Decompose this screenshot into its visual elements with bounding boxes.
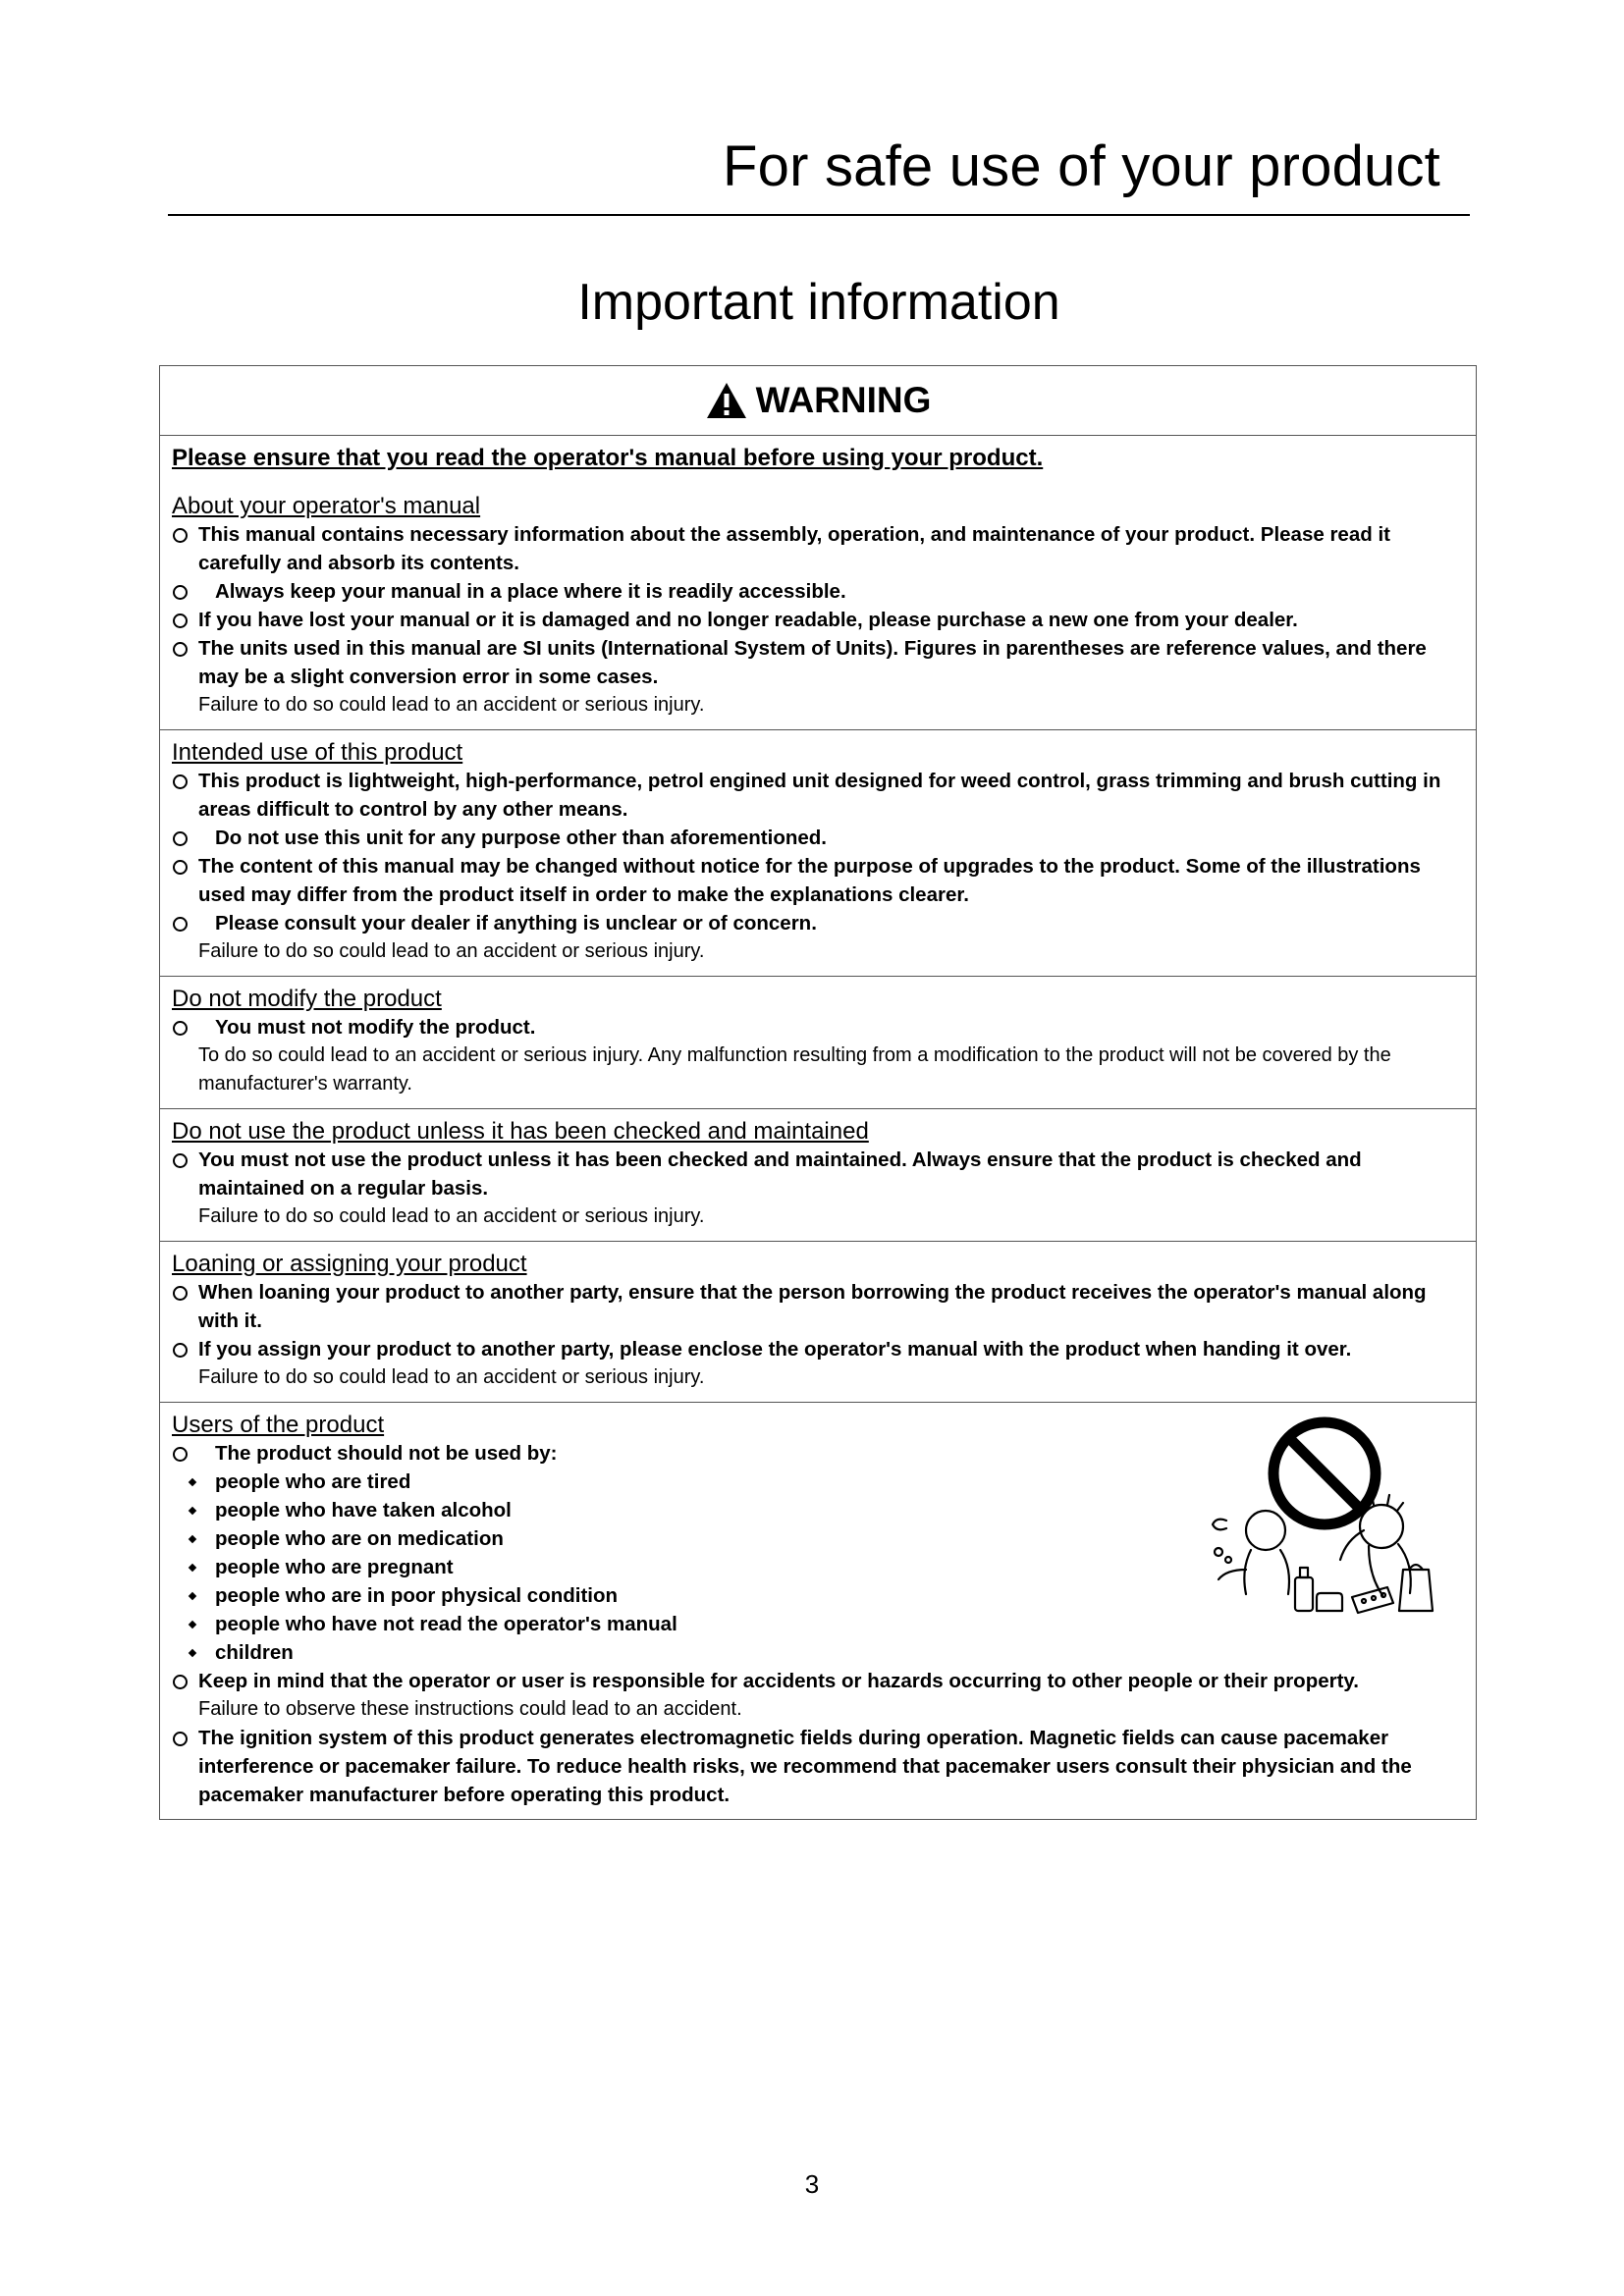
section-subtitle: Important information (577, 274, 1060, 331)
list-item: Always keep your manual in a place where it is readily accessible. (172, 577, 1466, 606)
section-title: Do not modify the product (172, 986, 442, 1012)
section-do-not-modify (160, 977, 1476, 1109)
section-note: Failure to observe these instructions could lead to an accident. (198, 1698, 742, 1720)
list-item: The content of this manual may be changed without notice for the purpose of upgrades to the product. Some of the illustrations used may differ from the product itself in order to make the explanations clearer. (172, 852, 1466, 909)
list-item: If you assign your product to another party, please enclose the operator's manual with the product when handing it over. (172, 1335, 1466, 1363)
list-item: This manual contains necessary information about the assembly, operation, and maintenance of your product. Please read it carefully and absorb its contents. (172, 520, 1466, 577)
list-item: You must not use the product unless it has been checked and maintained. Always ensure that the product is checked and maintained on a regular basis. (172, 1146, 1466, 1202)
sub-list-item: people who are on medication (180, 1524, 1466, 1553)
section-users (160, 1403, 1476, 1819)
section-about-manual (160, 436, 1476, 730)
section-checked-maintained (160, 1109, 1476, 1242)
list-item: The product should not be used by: (172, 1439, 1466, 1468)
list-item: This product is lightweight, high-performance, petrol engined unit designed for weed control, grass trimming and brush cutting in areas difficult to control by any other means. (172, 767, 1466, 824)
sub-list-item: people who are tired (180, 1468, 1466, 1496)
section-note: Failure to do so could lead to an accident or serious injury. (198, 940, 705, 962)
section-title: Intended use of this product (172, 739, 463, 766)
section-loaning (160, 1242, 1476, 1403)
intro-line: Please ensure that you read the operator's manual before using your product. (172, 445, 1044, 471)
section-title: Do not use the product unless it has been checked and maintained (172, 1118, 869, 1145)
warning-box (159, 365, 1477, 1820)
warning-header (160, 366, 1476, 436)
list-item: You must not modify the product. (172, 1013, 1466, 1041)
list-item: The ignition system of this product generates electromagnetic fields during operation. Magnetic fields can cause pacemaker interference or pacemaker failure. To reduce health risks, we recommend that pacemaker users consult their physician and the pacemaker manufacturer before operating this product. (172, 1724, 1466, 1809)
list-item: The units used in this manual are SI units (International System of Units). Figures in parentheses are reference values, and there may be a slight conversion error in some cases. (172, 634, 1466, 691)
list-item: Keep in mind that the operator or user is responsible for accidents or hazards occurring to other people or their property. (172, 1667, 1466, 1695)
list-item: When loaning your product to another party, ensure that the person borrowing the product receives the operator's manual along with it. (172, 1278, 1466, 1335)
warning-triangle-icon (705, 381, 748, 420)
section-note: Failure to do so could lead to an accident or serious injury. (198, 1205, 705, 1227)
section-title: About your operator's manual (172, 493, 481, 519)
list-item: Do not use this unit for any purpose other than aforementioned. (172, 824, 1466, 852)
page-title: For safe use of your product (723, 134, 1440, 198)
page-header (168, 126, 1470, 216)
section-title: Users of the product (172, 1412, 385, 1438)
sub-list-item: people who are in poor physical condition (180, 1581, 1466, 1610)
section-note: To do so could lead to an accident or serious injury. Any malfunction resulting from a modification to the product will not be covered by the manufacturer's warranty. (198, 1044, 1391, 1095)
page-number: 3 (804, 2169, 820, 2199)
sub-list-item: children (180, 1638, 1466, 1667)
list-item: If you have lost your manual or it is damaged and no longer readable, please purchase a new one from your dealer. (172, 606, 1466, 634)
sub-list-item: people who are pregnant (180, 1553, 1466, 1581)
section-intended-use (160, 730, 1476, 977)
sub-list-item: people who have not read the operator's manual (180, 1610, 1466, 1638)
sub-list-item: people who have taken alcohol (180, 1496, 1466, 1524)
warning-label: WARNING (755, 380, 932, 420)
section-note: Failure to do so could lead to an accident or serious injury. (198, 694, 705, 716)
section-title: Loaning or assigning your product (172, 1251, 527, 1277)
section-note: Failure to do so could lead to an accident or serious injury. (198, 1366, 705, 1388)
prohibited-users-illustration (1207, 1413, 1442, 1633)
list-item: Please consult your dealer if anything is unclear or of concern. (172, 909, 1466, 937)
